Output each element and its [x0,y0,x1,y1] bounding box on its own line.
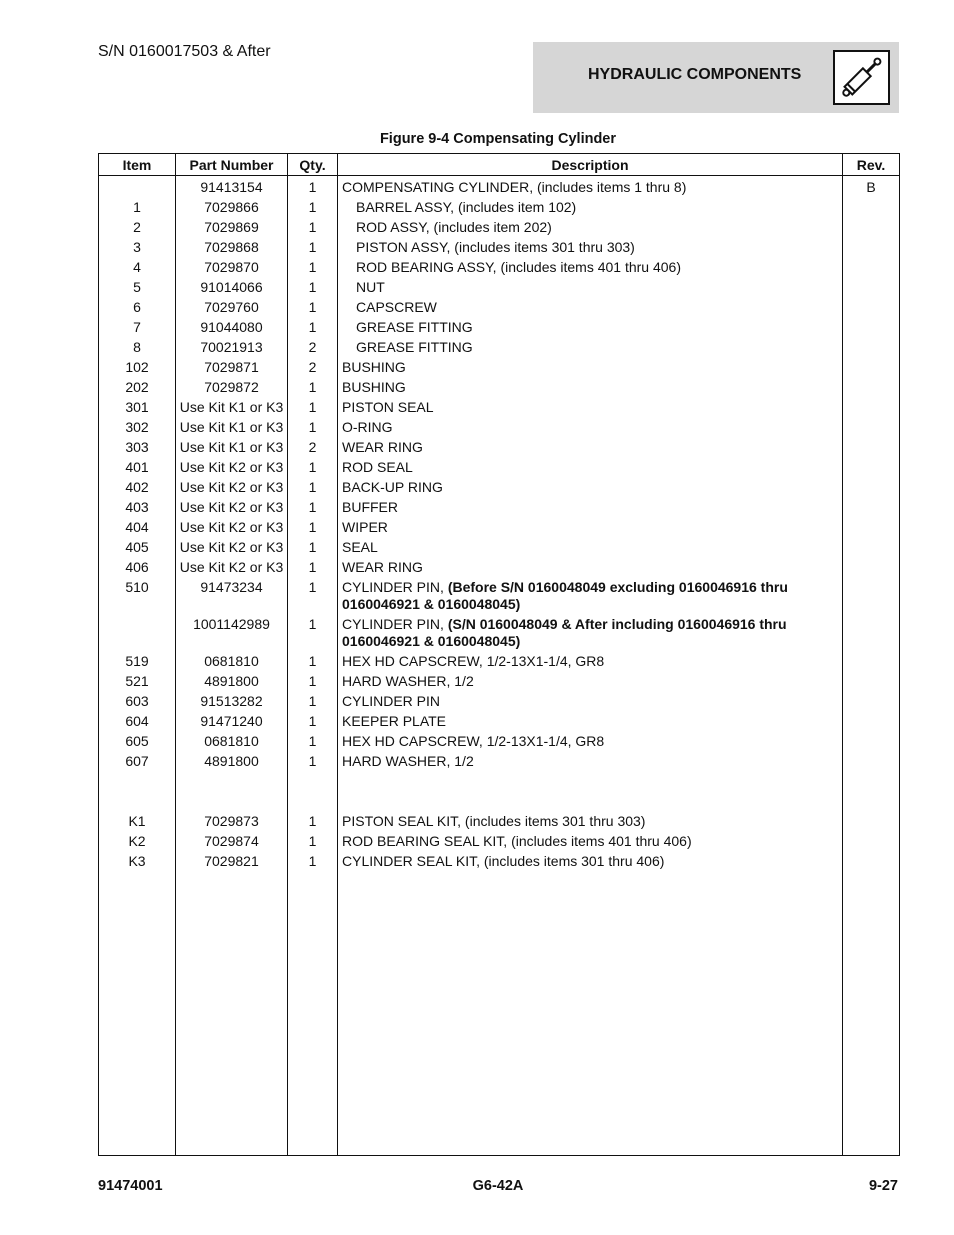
description-text: GREASE FITTING [356,339,473,355]
description-cell: WIPER [338,519,843,539]
qty-cell: 1 [288,459,338,479]
table-row [99,853,900,873]
col-header-qty: Qty. [288,154,338,176]
description-cell [338,616,843,653]
table-row [99,579,900,616]
description-cell [338,579,843,616]
rev-cell [843,673,900,693]
description-cell: HEX HD CAPSCREW, 1/2-13X1-1/4, GR8 [338,653,843,673]
description-cell: BACK-UP RING [338,479,843,499]
rev-cell [843,359,900,379]
table-row [99,539,900,559]
table-row [99,693,900,713]
qty-cell: 1 [288,319,338,339]
part-number-cell: 0681810 [176,653,288,673]
part-number-cell: Use Kit K2 or K3 [176,459,288,479]
table-row [99,359,900,379]
part-number-cell: 91044080 [176,319,288,339]
item-cell: 1 [99,199,176,219]
part-number-cell: 7029874 [176,833,288,853]
rev-cell [843,833,900,853]
description-text: CAPSCREW [356,299,437,315]
rev-cell [843,693,900,713]
item-cell [99,616,176,653]
rev-cell [843,219,900,239]
table-row [99,519,900,539]
rev-cell [843,399,900,419]
part-number-cell: 91014066 [176,279,288,299]
description-cell: CYLINDER PIN [338,693,843,713]
item-cell: 102 [99,359,176,379]
item-cell: 404 [99,519,176,539]
description-cell [338,299,843,319]
table-row [99,399,900,419]
part-number-cell: 91513282 [176,693,288,713]
item-cell: K2 [99,833,176,853]
qty-cell: 1 [288,479,338,499]
table-row [99,673,900,693]
qty-cell: 1 [288,199,338,219]
rev-cell [843,259,900,279]
part-number-cell: 91413154 [176,176,288,200]
rev-cell [843,579,900,616]
description-cell: HARD WASHER, 1/2 [338,673,843,693]
table-row [99,219,900,239]
item-cell: 403 [99,499,176,519]
item-cell: 406 [99,559,176,579]
description-cell [338,339,843,359]
item-cell: 519 [99,653,176,673]
description-cell: COMPENSATING CYLINDER, (includes items 1 thru 8) [338,176,843,200]
description-cell: HARD WASHER, 1/2 [338,753,843,773]
rev-cell [843,853,900,873]
qty-cell: 1 [288,653,338,673]
rev-cell [843,379,900,399]
hydraulic-cylinder-icon [833,50,890,105]
part-number-cell: Use Kit K1 or K3 [176,439,288,459]
qty-cell: 1 [288,713,338,733]
item-cell: 6 [99,299,176,319]
description-text: ROD ASSY, (includes item 202) [356,219,552,235]
section-title: HYDRAULIC COMPONENTS [588,66,802,83]
rev-cell [843,419,900,439]
qty-cell: 2 [288,439,338,459]
qty-cell: 1 [288,219,338,239]
qty-cell: 1 [288,279,338,299]
rev-cell [843,713,900,733]
description-cell: BUFFER [338,499,843,519]
rev-cell [843,753,900,773]
part-number-cell: 7029760 [176,299,288,319]
qty-cell: 1 [288,499,338,519]
part-number-cell: 7029868 [176,239,288,259]
rev-cell [843,459,900,479]
part-number-cell: Use Kit K2 or K3 [176,479,288,499]
table-row [99,499,900,519]
serial-note: (S/N 0160048049 & After including 0160046916 thru 0160046921 & 0160048045) [342,616,787,649]
footer-model: G6-42A [472,1178,524,1194]
part-number-cell: 7029821 [176,853,288,873]
table-row [99,339,900,359]
col-header-description: Description [338,154,843,176]
description-cell [338,319,843,339]
part-number-cell: 7029872 [176,379,288,399]
table-row [99,199,900,219]
rev-cell [843,519,900,539]
part-number-cell: 7029869 [176,219,288,239]
description-cell: PISTON SEAL KIT, (includes items 301 thru 303) [338,813,843,833]
table-row [99,319,900,339]
rev-cell [843,499,900,519]
rev-cell [843,653,900,673]
table-row [99,753,900,773]
qty-cell: 1 [288,616,338,653]
description-text: ROD BEARING ASSY, (includes items 401 thru 406) [356,259,681,275]
description-cell [338,259,843,279]
table-row [99,176,900,200]
description-text: NUT [356,279,385,295]
description-cell: SEAL [338,539,843,559]
table-row [99,833,900,853]
table-row [99,379,900,399]
item-cell: 405 [99,539,176,559]
description-cell: O-RING [338,419,843,439]
table-row [99,653,900,673]
item-cell [99,176,176,200]
rev-cell [843,733,900,753]
description-cell: BUSHING [338,379,843,399]
table-row [99,713,900,733]
rev-cell [843,813,900,833]
item-cell: 302 [99,419,176,439]
item-cell: 3 [99,239,176,259]
qty-cell: 1 [288,239,338,259]
qty-cell: 1 [288,299,338,319]
qty-cell: 1 [288,176,338,200]
qty-cell: 1 [288,733,338,753]
part-number-cell: 1001142989 [176,616,288,653]
qty-cell: 1 [288,519,338,539]
part-number-cell: 7029870 [176,259,288,279]
section-header [533,42,899,113]
part-number-cell: 91473234 [176,579,288,616]
item-cell: 402 [99,479,176,499]
item-cell: 2 [99,219,176,239]
part-number-cell: 7029873 [176,813,288,833]
footer-page-number: 9-27 [868,1178,898,1194]
part-number-cell: Use Kit K2 or K3 [176,559,288,579]
item-cell: 7 [99,319,176,339]
item-cell: 605 [99,733,176,753]
description-cell: WEAR RING [338,439,843,459]
description-cell: BUSHING [338,359,843,379]
part-number-cell: 4891800 [176,753,288,773]
qty-cell: 1 [288,693,338,713]
part-number-cell: 7029871 [176,359,288,379]
table-row [99,813,900,833]
item-cell: 607 [99,753,176,773]
item-cell: 202 [99,379,176,399]
description-text: CYLINDER PIN, [342,616,444,632]
qty-cell: 1 [288,833,338,853]
table-row [99,616,900,653]
description-cell: WEAR RING [338,559,843,579]
item-cell: 604 [99,713,176,733]
item-cell: 8 [99,339,176,359]
table-row [99,479,900,499]
serial-range: S/N 0160017503 & After [98,43,271,60]
description-text: BARREL ASSY, (includes item 102) [356,199,577,215]
qty-cell: 2 [288,359,338,379]
item-cell: 510 [99,579,176,616]
qty-cell: 1 [288,753,338,773]
rev-cell [843,199,900,219]
rev-cell [843,319,900,339]
table-header-row [99,154,900,176]
filler-row [99,873,900,1156]
description-cell [338,239,843,259]
part-number-cell: Use Kit K1 or K3 [176,399,288,419]
part-number-cell: 7029866 [176,199,288,219]
part-number-cell: Use Kit K2 or K3 [176,499,288,519]
col-header-part-number: Part Number [176,154,288,176]
description-text: PISTON ASSY, (includes items 301 thru 303) [356,239,635,255]
qty-cell: 1 [288,579,338,616]
footer-manual-number: 91474001 [98,1178,163,1194]
description-cell: ROD SEAL [338,459,843,479]
rev-cell [843,239,900,259]
table-row [99,299,900,319]
qty-cell: 1 [288,399,338,419]
table-row [99,559,900,579]
item-cell: 303 [99,439,176,459]
description-cell: ROD BEARING SEAL KIT, (includes items 401 thru 406) [338,833,843,853]
qty-cell: 1 [288,259,338,279]
description-text: CYLINDER PIN, [342,579,444,595]
item-cell: 301 [99,399,176,419]
rev-cell [843,616,900,653]
table-row [99,733,900,753]
description-cell: KEEPER PLATE [338,713,843,733]
rev-cell [843,299,900,319]
table-row [99,459,900,479]
part-number-cell: 4891800 [176,673,288,693]
rev-cell [843,439,900,459]
item-cell: 603 [99,693,176,713]
table-row [99,419,900,439]
spacer-row [99,773,900,813]
description-cell [338,199,843,219]
item-cell: 4 [99,259,176,279]
part-number-cell: Use Kit K2 or K3 [176,519,288,539]
item-cell: 521 [99,673,176,693]
rev-cell [843,479,900,499]
part-number-cell: 70021913 [176,339,288,359]
description-cell: HEX HD CAPSCREW, 1/2-13X1-1/4, GR8 [338,733,843,753]
description-cell [338,219,843,239]
rev-cell [843,559,900,579]
qty-cell: 1 [288,419,338,439]
item-cell: K1 [99,813,176,833]
item-cell: K3 [99,853,176,873]
rev-cell [843,539,900,559]
table-row [99,279,900,299]
part-number-cell: Use Kit K1 or K3 [176,419,288,439]
table-row [99,439,900,459]
rev-cell: B [843,176,900,200]
description-text: GREASE FITTING [356,319,473,335]
part-number-cell: Use Kit K2 or K3 [176,539,288,559]
item-cell: 5 [99,279,176,299]
rev-cell [843,279,900,299]
part-number-cell: 0681810 [176,733,288,753]
qty-cell: 1 [288,673,338,693]
figure-title: Figure 9-4 Compensating Cylinder [379,131,617,147]
description-cell [338,279,843,299]
part-number-cell: 91471240 [176,713,288,733]
qty-cell: 1 [288,559,338,579]
serial-note: (Before S/N 0160048049 excluding 0160046916 thru 0160046921 & 0160048045) [342,579,788,612]
table-row [99,239,900,259]
table-row [99,259,900,279]
col-header-item: Item [99,154,176,176]
qty-cell: 2 [288,339,338,359]
qty-cell: 1 [288,379,338,399]
col-header-rev: Rev. [843,154,900,176]
qty-cell: 1 [288,539,338,559]
parts-table [98,153,900,1156]
description-cell: CYLINDER SEAL KIT, (includes items 301 thru 406) [338,853,843,873]
item-cell: 401 [99,459,176,479]
qty-cell: 1 [288,813,338,833]
description-cell: PISTON SEAL [338,399,843,419]
qty-cell: 1 [288,853,338,873]
rev-cell [843,339,900,359]
